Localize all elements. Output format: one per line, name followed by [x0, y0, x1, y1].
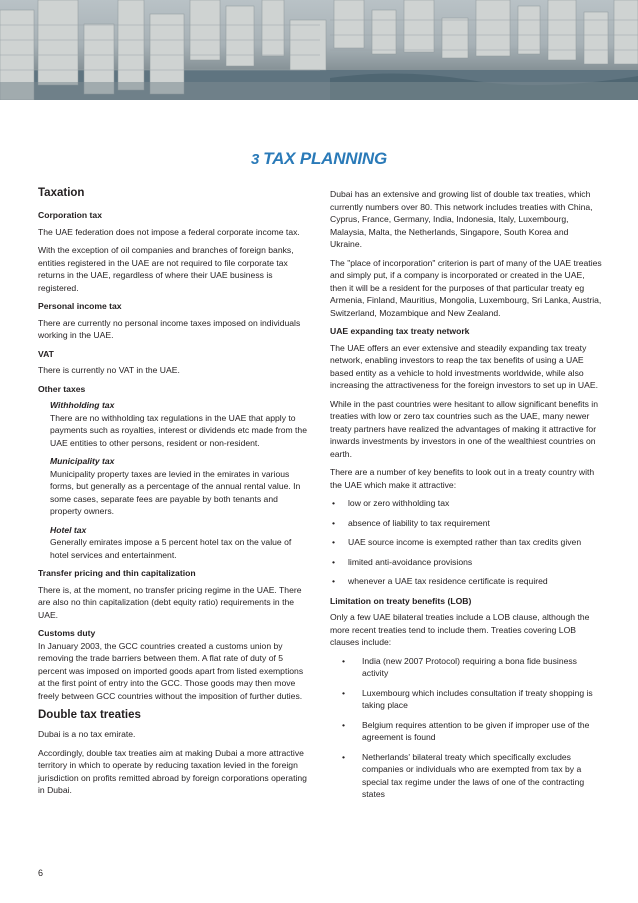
treaty-network-text-2: While in the past countries were hesitant to allow significant benefits in treaties with low or zero tax countries such as the UAE, many newer treaty partners have realized the advantages of making it attractive for inwards investments by investors in one of the wealthiest countries on earth.	[330, 398, 598, 459]
treaty-network-text-3: There are a number of key benefits to look out in a treaty country with the UAE which make it attractive:	[330, 467, 595, 490]
taxation-heading: Taxation	[38, 187, 85, 199]
lob-heading: Limitation on treaty benefits (LOB)	[330, 595, 472, 606]
withholding-tax-text: There are no withholding tax regulations in the UAE that apply to payments such as royalties, interest or dividends etc made from the UAE entities to other persons, resident or non-resident.	[50, 412, 307, 448]
treaty-network-text: The UAE offers an ever extensive and steadily expanding tax treaty network, enabling investors to reap the tax benefits of using a UAE based entity as a vehicle to hold investments worldwide, while also increasing the attractiveness for the foreign investors to set up in UAE.	[330, 342, 598, 390]
lob-list	[330, 655, 602, 801]
list-item: • low or zero withholding tax	[330, 497, 602, 510]
withholding-tax-heading: Withholding tax	[50, 400, 115, 410]
list-item: • UAE source income is exempted rather than tax credits given	[330, 536, 602, 549]
corporation-tax-heading: Corporation tax	[38, 210, 102, 220]
personal-income-tax-heading: Personal income tax	[38, 301, 122, 311]
double-tax-treaties-text-2: Accordingly, double tax treaties aim at making Dubai a more attractive territory in which to operate by reducing taxation levied in the foreign jurisdiction on profits remitted abroad by foreign corporations operating in Dubai.	[38, 747, 307, 795]
other-taxes-heading: Other taxes	[38, 383, 86, 394]
corporation-tax-text-2: With the exception of oil companies and branches of foreign banks, entities registered in the UAE are not required to file corporate tax returns in the UAE, regardless of where their UAE business is registered.	[38, 245, 294, 293]
double-tax-treaties-heading: Double tax treaties	[38, 709, 141, 721]
corporation-tax-text: The UAE federation does not impose a federal corporate income tax.	[38, 226, 300, 237]
vat-heading: VAT	[38, 348, 54, 359]
list-item: • limited anti-avoidance provisions	[330, 556, 602, 569]
page-title	[0, 149, 638, 169]
list-item: • whenever a UAE tax residence certificate is required	[330, 575, 602, 588]
treaty-network-heading: UAE expanding tax treaty network	[330, 326, 470, 336]
list-item: • Belgium requires attention to be given if improper use of the agreement is found	[340, 719, 602, 744]
personal-income-tax-text: There are currently no personal income taxes imposed on individuals working in the UAE.	[38, 317, 301, 340]
right-column	[330, 188, 602, 808]
section-number: 3	[251, 151, 260, 168]
skyline-illustration	[0, 0, 638, 100]
page-number: 6	[38, 868, 44, 878]
customs-duty-heading: Customs duty	[38, 628, 96, 638]
list-item: • Netherlands' bilateral treaty which specifically excludes companies or individuals who are exempted from tax by a special tax regime under the laws of one of the contracting states	[340, 751, 602, 801]
section-title: TAX PLANNING	[263, 149, 387, 168]
list-item: • India (new 2007 Protocol) requiring a bona fide business activity	[340, 655, 602, 680]
benefits-list	[330, 497, 602, 588]
hotel-tax-text: Generally emirates impose a 5 percent hotel tax on the value of hotel services and entertainment.	[50, 537, 292, 560]
header-city-photo	[0, 0, 638, 100]
municipality-tax-text: Municipality property taxes are levied in the emirates in various forms, but generally as a percentage of the annual rental value. In some cases, separate fees are payable by both tenants and property owners.	[50, 468, 301, 516]
list-item: • absence of liability to tax requirement	[330, 517, 602, 530]
double-tax-treaties-text: Dubai is a no tax emirate.	[38, 729, 136, 739]
transfer-pricing-heading: Transfer pricing and thin capitalization	[38, 568, 196, 578]
municipality-tax-heading: Municipality tax	[50, 456, 115, 466]
left-column	[38, 186, 308, 803]
place-of-incorporation-text: The "place of incorporation" criterion is part of many of the UAE treaties and simply put, if a company is incorporated or created in the UAE, then it will be a resident for the purposes of that particular treaty eg Armenia, Finland, Mauritius, Mongolia, Luxembourg, Sri Lanka, Austria, Switzerland, Mozambique and New Zealand.	[330, 257, 602, 318]
transfer-pricing-text: There is, at the moment, no transfer pricing regime in the UAE. There are also no thin capitalization (debt equity ratio) requirements in the UAE.	[38, 584, 302, 620]
list-item: • Luxembourg which includes consultation if treaty shopping is taking place	[340, 687, 602, 712]
treaty-list-text: Dubai has an extensive and growing list of double tax treaties, which currently numbers over 80. This network includes treaties with China, Cyprus, France, Germany, India, Indonesia, Italy, Luxembourg, Malaysia, Malta, the Netherlands, Singapore, South Korea and Ukraine.	[330, 189, 593, 249]
hotel-tax-heading: Hotel tax	[50, 524, 87, 535]
lob-text: Only a few UAE bilateral treaties include a LOB clause, although the more recent treaties tend to include them. Treaties covering LOB clauses include:	[330, 612, 590, 647]
vat-text: There is currently no VAT in the UAE.	[38, 365, 180, 375]
customs-duty-text: In January 2003, the GCC countries created a customs union by removing the trade barriers between them. A flat rate of duty of 5 percent was imposed on imported goods apart from listed exemptions at the first point of entry into the GCC. Those goods may then move freely between GCC countries without the imposition of further duties.	[38, 640, 304, 701]
